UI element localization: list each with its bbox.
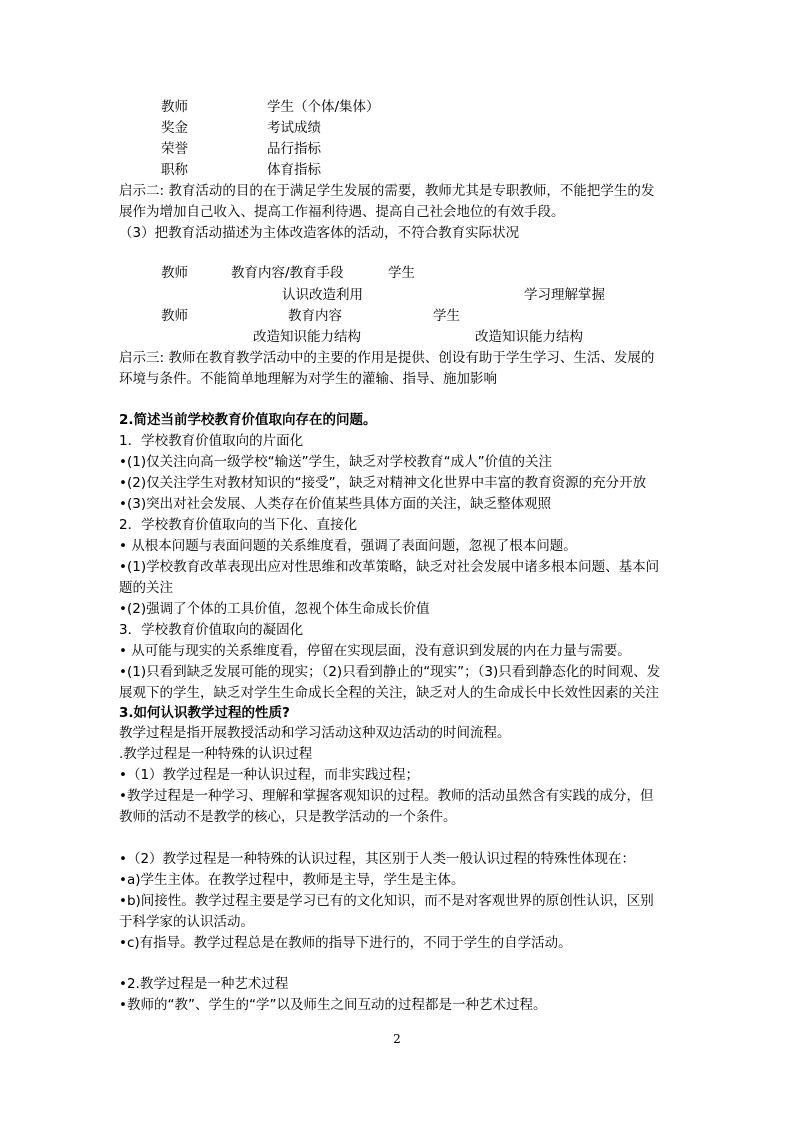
q2-line: 题的关注: [119, 580, 173, 596]
inspiration2-line-1: 启示二: 教育活动的目的在于满足学生发展的需要，教师尤其是专职教师，不能把学生的发: [119, 183, 655, 199]
diagram-learn: 学习理解掌握: [524, 287, 605, 303]
q2-line: •(1)学校教育改革表现出应对性思维和改革策略，缺乏对社会发展中诸多根本问题、基本问: [119, 559, 660, 575]
diagram-transform-1: 改造知识能力结构: [253, 329, 361, 345]
q3-line: •教学过程是一种学习、理解和掌握客观知识的过程。教师的活动虽然含有实践的成分，但: [119, 788, 654, 804]
q3-line: .教学过程是一种特殊的认识过程: [119, 746, 313, 762]
q2-line: •(1)仅关注向高一级学校“输送”学生，缺乏对学校教育“成人”价值的关注: [119, 454, 553, 470]
inspiration2-line-2: 展作为增加自己收入、提高工作福利待遇、提高自己社会地位的有效手段。: [119, 204, 565, 220]
q2-line: •(1)只看到缺乏发展可能的现实；（2)只看到静止的“现实”；（3)只看到静态化的时间观、发: [119, 664, 661, 680]
q3-line: •b)间接性。教学过程主要是学习已有的文化知识，而不是对客观世界的原创性认识，区别: [119, 893, 654, 909]
diagram-recognize: 认识改造利用: [282, 287, 363, 303]
point-3: （3）把教育活动描述为主体改造客体的活动，不符合教育实际状况: [119, 225, 520, 241]
diagram-teacher: 教师: [161, 265, 188, 281]
diagram-student-2: 学生: [433, 308, 460, 324]
inspiration3-line-2: 环境与条件。不能简单地理解为对学生的灌输、指导、施加影响: [119, 371, 497, 387]
q3-line: 于科学家的认识活动。: [119, 914, 254, 930]
q3-title: 3.如何认识教学过程的性质?: [119, 705, 290, 721]
q2-line: 2．学校教育价值取向的当下化、直接化: [119, 517, 358, 533]
diagram-student: 学生: [388, 265, 415, 281]
q2-line: 1．学校教育价值取向的片面化: [119, 433, 304, 449]
diagram-content-2: 教育内容: [288, 308, 342, 324]
q3-line: •（1）教学过程是一种认识过程，而非实践过程；: [119, 767, 420, 783]
table1-right-2: 考试成绩: [267, 120, 321, 136]
q3-line: •（2）教学过程是一种特殊的认识过程，其区别于人类一般认识过程的特殊性体现在：: [119, 851, 636, 867]
q2-line: •(3)突出对社会发展、人类存在价值某些具体方面的关注，缺乏整体观照: [119, 496, 552, 512]
q2-line: •(2)仅关注学生对教材知识的“接受”，缺乏对精神文化世界中丰富的教育资源的充分开放: [119, 475, 647, 491]
q2-line: 3．学校教育价值取向的凝固化: [119, 622, 304, 638]
table1-left-1: 教师: [161, 99, 188, 115]
diagram-teacher-2: 教师: [161, 308, 188, 324]
inspiration3-line-1: 启示三: 教师在教育教学活动中的主要的作用是提供、创设有助于学生学习、生活、发展的: [119, 350, 655, 366]
q2-line: • 从可能与现实的关系维度看，停留在实现层面，没有意识到发展的内在力量与需要。: [119, 643, 631, 659]
q3-line: 教师的活动不是教学的核心，只是教学活动的一个条件。: [119, 809, 457, 825]
table1-left-4: 职称: [161, 162, 188, 178]
table1-left-2: 奖金: [161, 120, 188, 136]
q3-line: •教师的“教”、学生的“学”以及师生之间互动的过程都是一种艺术过程。: [119, 997, 547, 1013]
diagram-transform-2: 改造知识能力结构: [475, 329, 583, 345]
q2-line: 展观下的学生，缺乏对学生生命成长全程的关注，缺乏对人的生命成长中长效性因素的关注: [119, 685, 659, 701]
q3-line: 教学过程是指开展教授活动和学习活动这种双边活动的时间流程。: [119, 725, 511, 741]
page-number: 2: [393, 1032, 401, 1046]
q3-line: •c)有指导。教学过程总是在教师的指导下进行的，不同于学生的自学活动。: [119, 935, 572, 951]
q2-title: 2.简述当前学校教育价值取向存在的问题。: [119, 412, 377, 428]
table1-right-4: 体育指标: [267, 162, 321, 178]
q2-line: •(2)强调了个体的工具价值，忽视个体生命成长价值: [119, 601, 430, 617]
table1-right-3: 品行指标: [267, 141, 321, 157]
diagram-content-means: 教育内容/教育手段: [231, 265, 344, 281]
q3-line: •a)学生主体。在教学过程中，教师是主导，学生是主体。: [119, 872, 465, 888]
q2-line: • 从根本问题与表面问题的关系维度看，强调了表面问题，忽视了根本问题。: [119, 538, 577, 554]
table1-right-1: 学生（个体/集体）: [267, 99, 380, 115]
table1-left-3: 荣誉: [161, 141, 188, 157]
q3-line: •2.教学过程是一种艺术过程: [119, 976, 289, 992]
